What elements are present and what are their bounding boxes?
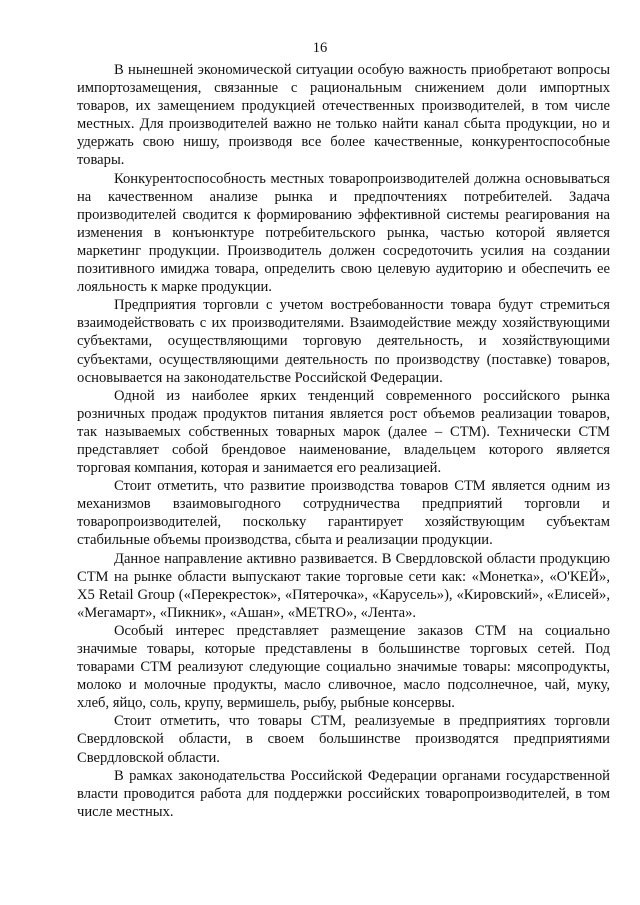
paragraph-government-support: В рамках законодательства Российской Федерации органами государственной власти проводится работа для поддержки российских товаропроизводителей, в том числе местных. (77, 767, 610, 820)
document-body (77, 61, 610, 821)
page-number: 16 (312, 40, 328, 56)
paragraph-socially-significant-goods: Особый интерес представляет размещение заказов СТМ на социально значимые товары, которые представлены в большинстве торговых сетей. Под товарами СТМ реализуют следующие социально значимые товары: мясопродукты, молоко и молочные продукты, масло сливочное, масло подсолнечное, чай, муку, хлеб, яйцо, соль, крупу, вермишель, рыбу, рыбные консервы. (77, 622, 610, 712)
paragraph-import-substitution: В нынешней экономической ситуации особую важность приобретают вопросы импортозамещения, связанные с рациональным снижением доли импортных товаров, их замещением продукцией отечественных производителей, в том числе местных. Для производителей важно не только найти канал сбыта продукции, но и удержать свою нишу, производя все более качественные, конкурентоспособные товары. (77, 62, 610, 169)
paragraph-private-labels-trend: Одной из наиболее ярких тенденций современного российского рынка розничных продаж продуктов питания является рост объемов реализации товаров, так называемых собственных товарных марок (далее – СТМ). Технически СТМ представляет собой брендовое наименование, владельцем которого является торговая компания, которая и занимается его реализацией. (77, 387, 610, 477)
paragraph-trade-enterprises: Предприятия торговли с учетом востребованности товара будут стремиться взаимодействовать с их производителями. Взаимодействие между хозяйствующими субъектами, осуществляющими торговую деятельность, и хозяйствующими субъектами, осуществляющими деятельность по производству (поставке) товаров, основывается на законодательстве Российской Федерации. (77, 297, 610, 386)
paragraph-competitiveness: Конкурентоспособность местных товаропроизводителей должна основываться на качественном анализе рынка и предпочтениях потребителей. Задача производителей сводится к формированию эффективной системы реагирования на изменения в конъюнктуре потребительского рынка, частью которой является маркетинг продукции. Производитель должен сосредоточить усилия на создании позитивного имиджа товара, определить свою целевую аудиторию и обеспечить ее лояльность к марке продукции. (77, 170, 610, 296)
paragraph-mutual-cooperation: Стоит отметить, что развитие производства товаров СТМ является одним из механизмов взаимовыгодного сотрудничества предприятий торговли и товаропроизводителей, поскольку гарантирует хозяйствующим субъектам стабильные объемы производства, сбыта и реализации продукции. (77, 478, 610, 549)
paragraph-regional-production: Стоит отметить, что товары СТМ, реализуемые в предприятиях торговли Свердловской области, в своем большинстве производятся предприятиями Свердловской области. (77, 713, 610, 766)
paragraph-retail-chains: Данное направление активно развивается. В Свердловской области продукцию СТМ на рынке области выпускают такие торговые сети как: «Монетка», «О'КЕЙ», X5 Retail Group («Перекресток», «Пятерочка», «Карусель»), «Кировский», «Елисей», «Мегамарт», «Пикник», «Ашан», «METRO», «Лента». (77, 550, 610, 621)
